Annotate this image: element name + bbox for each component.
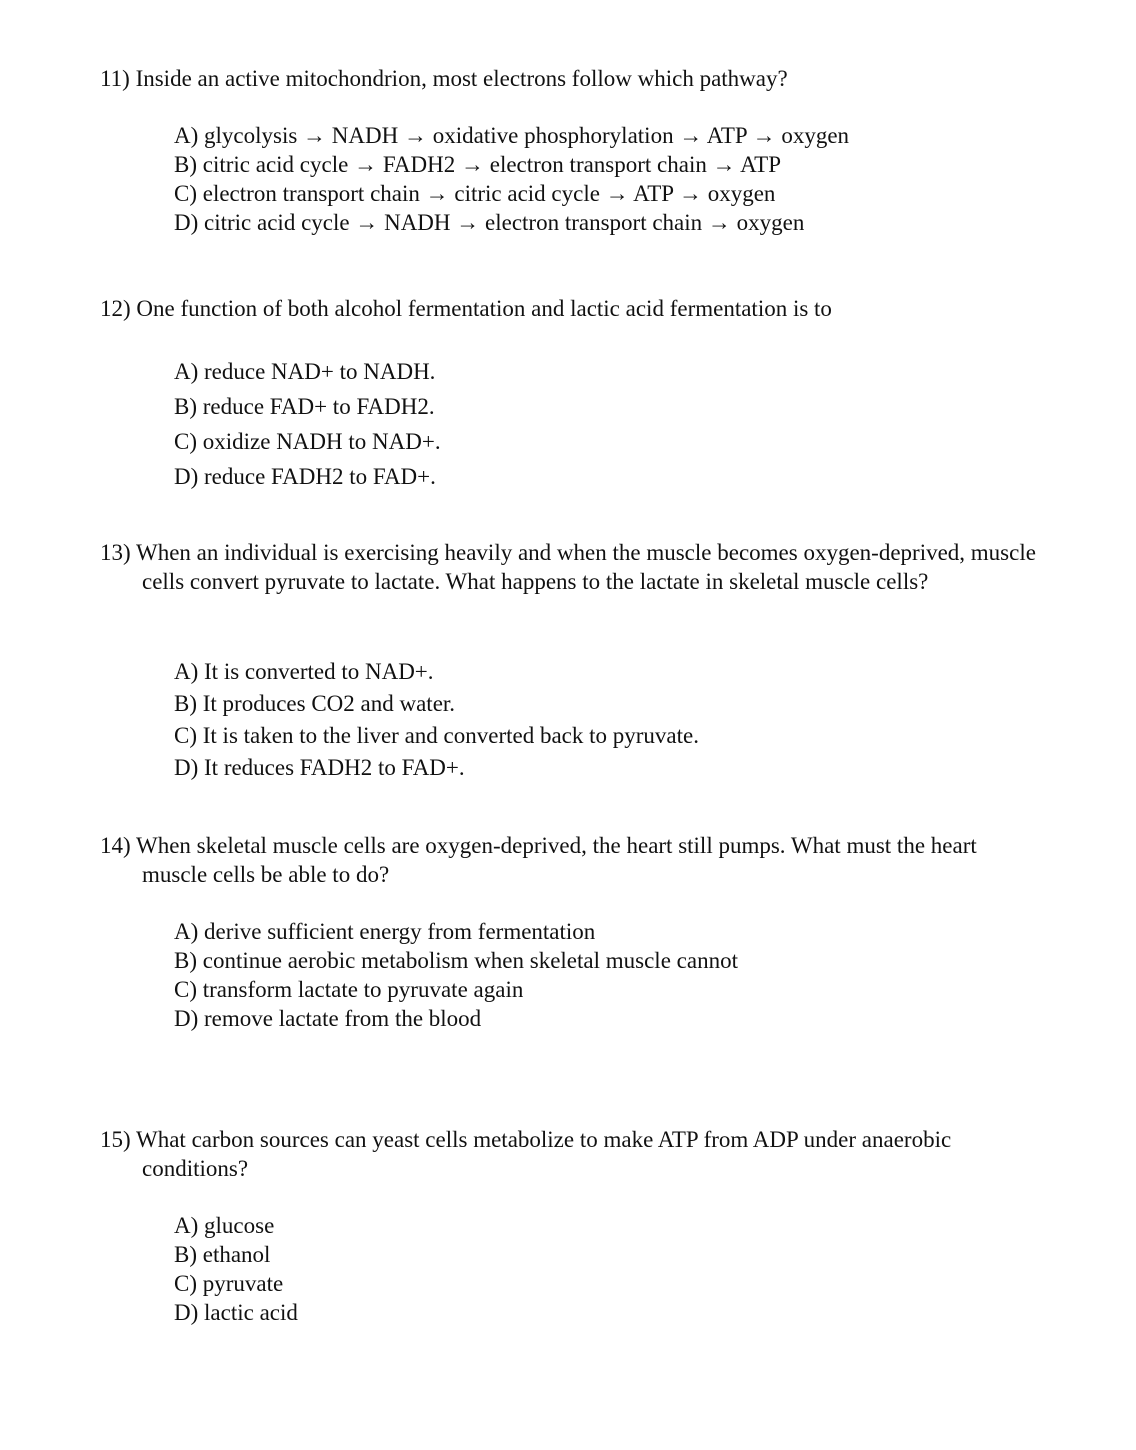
option-d: D) reduce FADH2 to FAD+. <box>174 464 436 489</box>
question-15 <box>100 1125 1050 1183</box>
option-c: C) transform lactate to pyruvate again <box>174 977 524 1002</box>
question-stem <box>100 831 1020 889</box>
question-text: Inside an active mitochondrion, most electrons follow which pathway? <box>135 66 788 91</box>
question-text: What carbon sources can yeast cells metabolize to make ATP from ADP under anaerobic conditions? <box>136 1127 952 1181</box>
option-b: B) ethanol <box>174 1242 271 1267</box>
option-c: C) electron transport chain → citric acid cycle → ATP → oxygen <box>174 181 776 206</box>
question-12 <box>100 294 1060 323</box>
option-a: A) glucose <box>174 1213 275 1238</box>
question-stem <box>100 1125 1050 1183</box>
question-stem <box>100 538 1040 596</box>
answer-options-12 <box>174 354 441 494</box>
answer-options-14 <box>174 917 738 1033</box>
option-b: B) It produces CO2 and water. <box>174 691 456 716</box>
question-number: 14) <box>100 833 131 858</box>
question-13 <box>100 538 1040 596</box>
question-number: 13) <box>100 540 131 565</box>
option-d: D) remove lactate from the blood <box>174 1006 482 1031</box>
question-11 <box>100 64 1060 93</box>
question-number: 12) <box>100 296 131 321</box>
question-text: When an individual is exercising heavily and when the muscle becomes oxygen-deprived, muscle cells convert pyruvate to lactate. What happens to the lactate in skeletal muscle cells? <box>136 540 1036 594</box>
question-stem <box>100 294 1060 323</box>
question-14 <box>100 831 1020 889</box>
question-text: When skeletal muscle cells are oxygen-deprived, the heart still pumps. What must the heart muscle cells be able to do? <box>136 833 977 887</box>
question-stem <box>100 64 1060 93</box>
option-a: A) It is converted to NAD+. <box>174 659 434 684</box>
option-b: B) continue aerobic metabolism when skeletal muscle cannot <box>174 948 738 973</box>
option-b: B) reduce FAD+ to FADH2. <box>174 394 435 419</box>
option-d: D) lactic acid <box>174 1300 298 1325</box>
question-number: 11) <box>100 66 130 91</box>
question-text: One function of both alcohol fermentation and lactic acid fermentation is to <box>136 296 832 321</box>
answer-options-13 <box>174 656 699 784</box>
question-number: 15) <box>100 1127 131 1152</box>
option-d: D) It reduces FADH2 to FAD+. <box>174 755 465 780</box>
option-b: B) citric acid cycle → FADH2 → electron transport chain → ATP <box>174 152 781 177</box>
option-a: A) derive sufficient energy from fermentation <box>174 919 596 944</box>
option-d: D) citric acid cycle → NADH → electron transport chain → oxygen <box>174 210 805 235</box>
option-c: C) It is taken to the liver and converted back to pyruvate. <box>174 723 699 748</box>
option-c: C) oxidize NADH to NAD+. <box>174 429 441 454</box>
answer-options-11 <box>174 121 849 237</box>
option-a: A) glycolysis → NADH → oxidative phosphorylation → ATP → oxygen <box>174 123 850 148</box>
option-a: A) reduce NAD+ to NADH. <box>174 359 436 384</box>
option-c: C) pyruvate <box>174 1271 284 1296</box>
answer-options-15 <box>174 1211 298 1327</box>
